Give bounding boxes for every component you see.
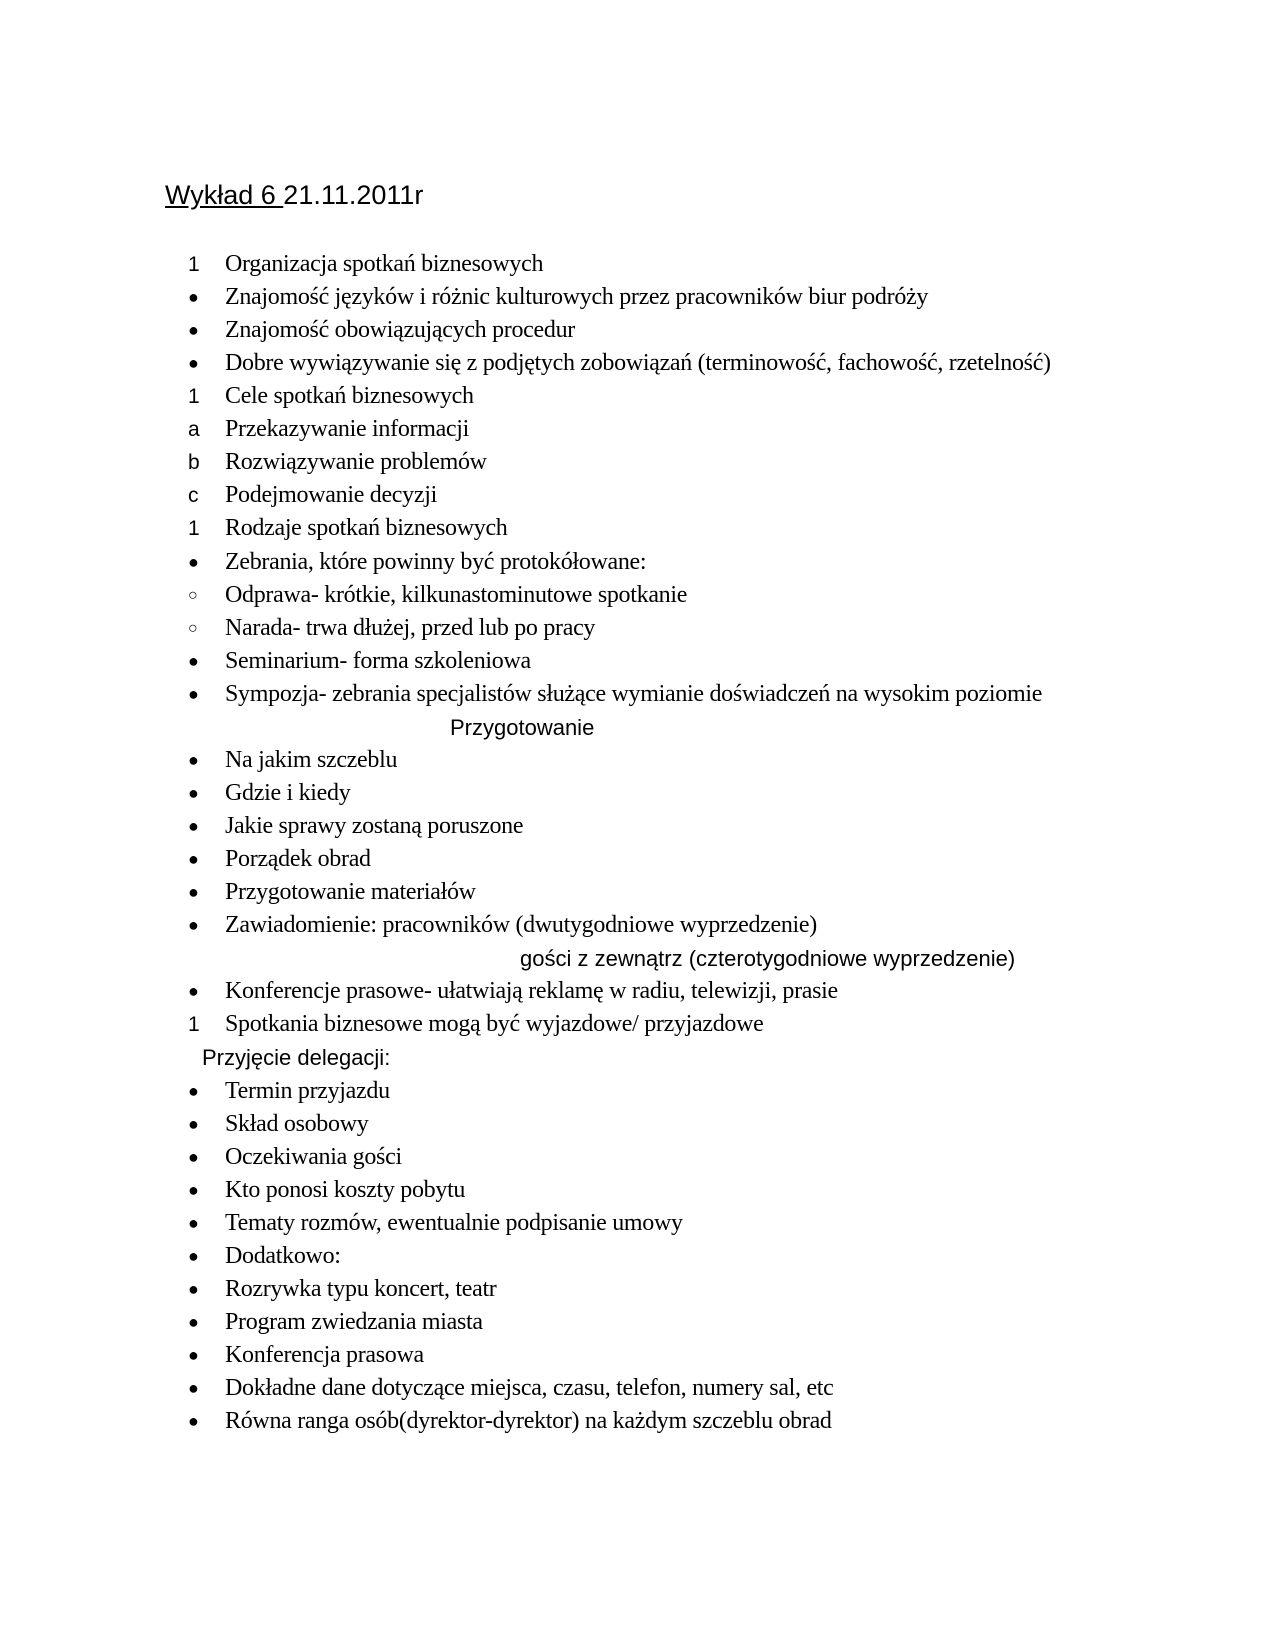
page-title [165,180,423,211]
list-number: c [188,484,199,508]
list-item-text: Przygotowanie materiałów [225,879,476,906]
list-item-text: Seminarium- forma szkoleniowa [225,647,531,674]
list-item-text: Porządek obrad [225,846,371,873]
circle-bullet-icon: ○ [188,619,198,637]
bullet-icon: ● [188,1179,199,1200]
bullet-icon: ● [188,1146,199,1167]
list-item-text: Organizacja spotkań biznesowych [225,251,544,277]
list-item-text: Rozrywka typu koncert, teatr [225,1275,497,1302]
bullet-icon: ● [188,1245,199,1266]
list-item-text: Jakie sprawy zostaną poruszone [225,813,524,840]
bullet-icon: ● [188,683,199,704]
list-item-text: Gdzie i kiedy [225,779,351,806]
bullet-icon: ● [188,650,199,671]
list-number: b [188,451,200,475]
bullet-icon: ● [188,882,199,903]
list-item-text: Kto ponosi koszty pobytu [225,1176,466,1203]
list-item-text: Odprawa- krótkie, kilkunastominutowe spotkanie [225,581,688,608]
list-item-text: Rozwiązywanie problemów [225,449,487,476]
list-item-text: Na jakim szczeblu [225,746,398,773]
list-item-text: Znajomość obowiązujących procedur [225,317,575,344]
list-item-text: Równa ranga osób(dyrektor-dyrektor) na każdym szczeblu obrad [225,1408,832,1435]
list-item-text: Dokładne dane dotyczące miejsca, czasu, telefon, numery sal, etc [225,1375,834,1402]
bullet-icon: ● [188,849,199,870]
bullet-icon: ● [188,981,199,1002]
list-item-text: Spotkania biznesowe mogą być wyjazdowe/ przyjazdowe [225,1011,764,1038]
title-lecture: Wykład 6 [165,180,284,210]
list-item-text: Program zwiedzania miasta [225,1308,483,1335]
list-item-text: Tematy rozmów, ewentualnie podpisanie umowy [225,1209,683,1236]
bullet-icon: ● [188,1411,199,1432]
bullet-icon: ● [188,320,199,341]
list-number: 1 [188,1013,200,1037]
bullet-icon: ● [188,915,199,936]
bullet-icon: ● [188,749,199,770]
section-heading: Przygotowanie [450,714,595,740]
section-heading: Przyjęcie delegacji: [202,1045,391,1071]
list-item-text: Zebrania, które powinny być protokółowane: [225,548,647,575]
bullet-icon: ● [188,1311,199,1332]
bullet-icon: ● [188,1080,199,1101]
list-item-text: Rodzaje spotkań biznesowych [225,515,508,542]
title-date: 21.11.2011r [283,180,424,210]
bullet-icon: ● [188,1278,199,1299]
list-item-text: Oczekiwania gości [225,1143,402,1170]
list-item-text: Zawiadomienie: pracowników (dwutygodniowe wyprzedzenie) [225,912,817,939]
bullet-icon: ● [188,551,199,572]
list-item-text: Podejmowanie decyzji [225,482,437,509]
bullet-icon: ● [188,1344,199,1365]
list-item-text: Dobre wywiązywanie się z podjętych zobowiązań (terminowość, fachowość, rzetelność) [225,350,1051,377]
list-item-text: Skład osobowy [225,1110,369,1137]
list-item-text: Znajomość języków i różnic kulturowych przez pracowników biur podróży [225,284,929,311]
list-number: 1 [188,517,200,541]
circle-bullet-icon: ○ [188,586,198,604]
list-number: 1 [188,385,200,409]
bullet-icon: ● [188,1378,199,1399]
list-item-text: Przekazywanie informacji [225,416,470,443]
list-number: a [188,418,200,442]
list-number: 1 [188,253,200,276]
list-item-text: Konferencja prasowa [225,1341,424,1368]
list-item-text: Narada- trwa dłużej, przed lub po pracy [225,614,596,641]
bullet-icon: ● [188,1113,199,1134]
list-item-text: Dodatkowo: [225,1242,341,1269]
bullet-icon: ● [188,782,199,803]
bullet-icon: ● [188,353,199,374]
bullet-icon: ● [188,1212,199,1233]
list-item-text: Termin przyjazdu [225,1077,390,1104]
list-item-text: Konferencje prasowe- ułatwiają reklamę w radiu, telewizji, prasie [225,978,838,1005]
list-item-text: Sympozja- zebrania specjalistów służące wymianie doświadczeń na wysokim poziomie [225,680,1043,707]
bullet-icon: ● [188,287,199,308]
list-item-text: gości z zewnątrz (czterotygodniowe wyprzedzenie) [520,946,1016,972]
bullet-icon: ● [188,816,199,837]
list-item-text: Cele spotkań biznesowych [225,383,474,410]
